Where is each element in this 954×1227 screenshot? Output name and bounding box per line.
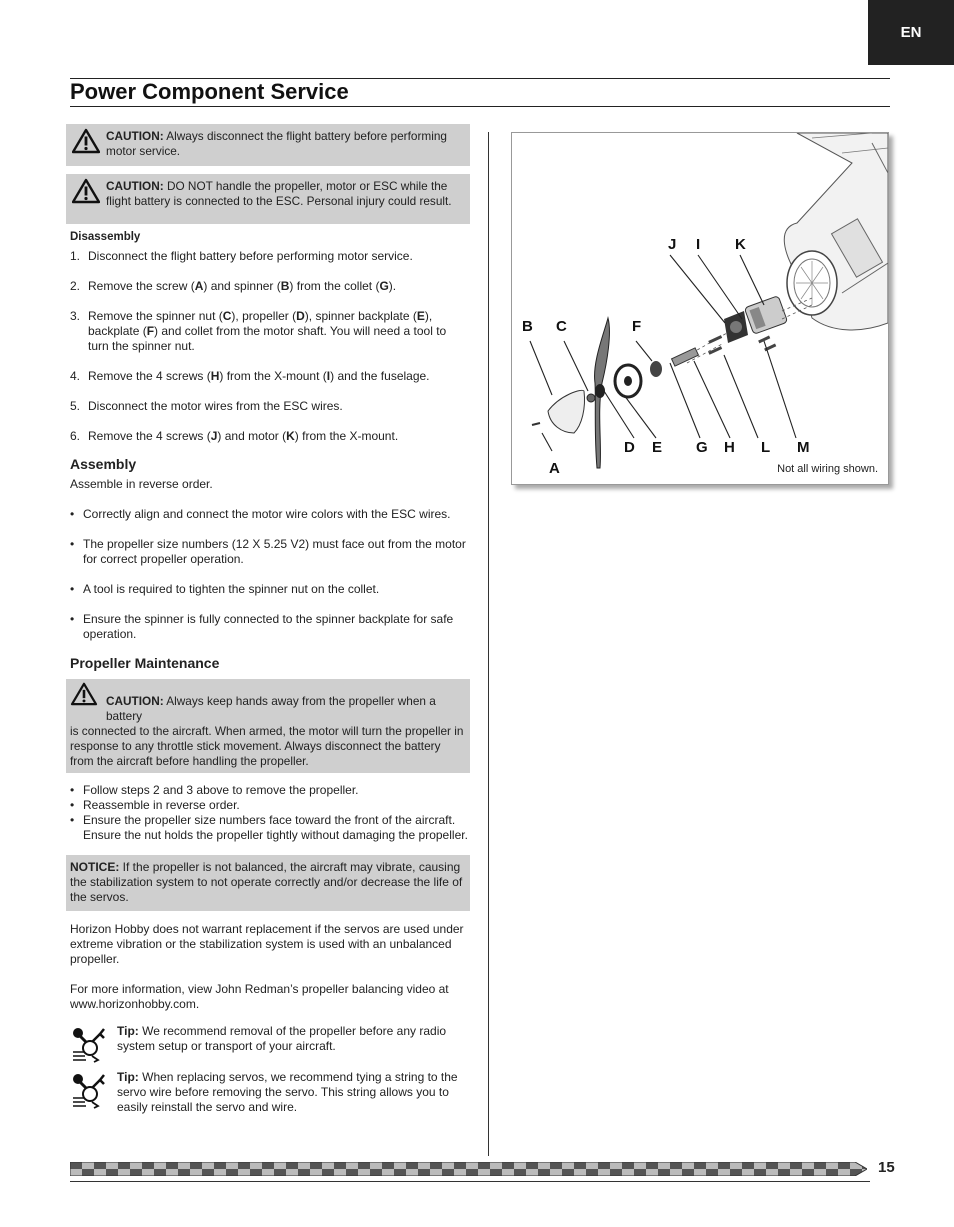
- disassembly-step: [70, 249, 470, 264]
- language-tab: EN: [868, 0, 954, 65]
- assembly-heading: Assembly: [70, 456, 137, 472]
- notice-label: NOTICE:: [70, 860, 120, 874]
- label-G: G: [696, 439, 708, 456]
- caution-text: DO NOT handle the propeller, motor or ESC while the flight battery is connected to the ESC. Personal injury could result.: [106, 179, 452, 208]
- bullet-text: Correctly align and connect the motor wire colors with the ESC wires.: [83, 507, 451, 521]
- step-text: Remove the 4 screws (: [88, 369, 211, 383]
- label-D: D: [624, 439, 635, 456]
- bullet-dot: •: [70, 813, 75, 827]
- tip-text: When replacing servos, we recommend tying a string to the servo wire before removing the servo. This string allows you to easily reinstall the servo and wire.: [117, 1070, 458, 1114]
- wrench-screwdriver-bulb-icon: [70, 1072, 110, 1110]
- part-letter: D: [296, 309, 305, 323]
- step-text: ) and spinner (: [203, 279, 281, 293]
- caution-text: Always disconnect the flight battery before performing motor service.: [106, 129, 447, 158]
- bullet-dot: •: [70, 582, 75, 596]
- label-C: C: [556, 318, 567, 335]
- assembly-bullets: [70, 507, 470, 642]
- caution-box-1: [66, 124, 470, 166]
- label-A: A: [549, 460, 560, 477]
- part-letter: J: [210, 429, 218, 443]
- page-title: Power Component Service: [70, 79, 349, 104]
- part-letter: H: [210, 369, 220, 383]
- disassembly-heading: Disassembly: [70, 231, 141, 243]
- bullet-item: [70, 507, 470, 522]
- caution-box-2: [66, 174, 470, 224]
- propeller-maintenance-bullets: [70, 783, 470, 843]
- bullet-text: A tool is required to tighten the spinner nut on the collet.: [83, 582, 380, 596]
- tip-1: [66, 1024, 470, 1054]
- disassembly-step: [70, 279, 470, 294]
- propeller-maintenance-heading: Propeller Maintenance: [70, 655, 220, 671]
- bullet-item: [70, 537, 470, 567]
- step-number: 4.: [70, 369, 81, 383]
- caution-box-3: [66, 679, 470, 773]
- warning-icon: [70, 682, 98, 706]
- step-text: ) and collet from the motor shaft. You will need a tool to turn the spinner nut.: [88, 324, 447, 353]
- footer-rule: [70, 1181, 870, 1182]
- caution-text-rest: is connected to the aircraft. When armed, the motor will turn the propeller in response to any throttle stick movement. Always disconnect the battery from the aircraft before handling the propeller.: [70, 724, 464, 768]
- disassembly-step: [70, 399, 470, 414]
- step-number: 1.: [70, 249, 81, 263]
- label-E: E: [652, 439, 663, 456]
- step-number: 5.: [70, 399, 81, 413]
- disassembly-step: [70, 429, 470, 444]
- step-text: ), backplate (: [88, 309, 433, 338]
- step-text: ), propeller (: [231, 309, 297, 323]
- disassembly-steps: [70, 249, 470, 444]
- disassembly-step: [70, 309, 470, 354]
- step-number: 3.: [70, 309, 81, 323]
- caution-label: CAUTION:: [106, 179, 164, 193]
- bullet-text: The propeller size numbers (12 X 5.25 V2) must face out from the motor for correct propeller operation.: [83, 537, 466, 566]
- tip-2: [66, 1070, 470, 1115]
- bullet-dot: •: [70, 537, 75, 551]
- label-L: L: [761, 439, 771, 456]
- label-M: M: [797, 439, 810, 456]
- warranty-paragraph: Horizon Hobby does not warrant replacement if the servos are used under extreme vibration or the stabilization system is used with an unbalanced propeller.: [70, 922, 464, 966]
- label-K: K: [735, 236, 746, 253]
- page-number: 15: [878, 1159, 895, 1176]
- checkered-footer-bar: [70, 1162, 867, 1176]
- title-rule-bottom: [70, 106, 890, 107]
- step-text: ).: [388, 279, 397, 293]
- step-number: 6.: [70, 429, 81, 443]
- caution-text-first: Always keep hands away from the propeller when a battery: [106, 694, 436, 723]
- part-letter: E: [416, 309, 425, 323]
- part-letter: C: [222, 309, 232, 323]
- disassembly-step: [70, 369, 470, 384]
- bullet-dot: •: [70, 798, 75, 812]
- motor-exploded-diagram: [511, 132, 889, 485]
- part-letter: F: [146, 324, 155, 338]
- step-text: Disconnect the flight battery before performing motor service.: [88, 249, 413, 263]
- label-F: F: [632, 318, 642, 335]
- bullet-text: Ensure the propeller size numbers face toward the front of the aircraft. Ensure the nut holds the propeller tightly without damaging the propeller.: [83, 813, 468, 842]
- step-text: ), spinner backplate (: [304, 309, 417, 323]
- bullet-dot: •: [70, 783, 75, 797]
- step-text: Remove the spinner nut (: [88, 309, 223, 323]
- step-number: 2.: [70, 279, 81, 293]
- caution-label: CAUTION:: [106, 129, 164, 143]
- warning-icon: [72, 178, 100, 204]
- warning-icon: [72, 128, 100, 154]
- bullet-item: [70, 582, 470, 597]
- tip-label: Tip:: [117, 1024, 139, 1038]
- part-letter: G: [379, 279, 389, 293]
- label-B: B: [522, 318, 533, 335]
- bullet-text: Reassemble in reverse order.: [83, 798, 240, 812]
- exploded-view-illustration: [512, 133, 888, 484]
- notice-box: [66, 855, 470, 911]
- step-text: ) from the X-mount.: [294, 429, 399, 443]
- bullet-item: [70, 612, 470, 642]
- tip-text: We recommend removal of the propeller before any radio system setup or transport of your aircraft.: [117, 1024, 447, 1053]
- part-letter: B: [280, 279, 290, 293]
- left-column: [66, 124, 470, 1115]
- column-divider: [488, 132, 489, 1156]
- bullet-text: Follow steps 2 and 3 above to remove the propeller.: [83, 783, 359, 797]
- tip-label: Tip:: [117, 1070, 139, 1084]
- caution-label: CAUTION:: [106, 694, 164, 708]
- more-info-paragraph: For more information, view John Redman’s propeller balancing video at www.horizonhobby.com.: [70, 982, 449, 1011]
- part-letter: A: [194, 279, 204, 293]
- step-text: ) and the fuselage.: [330, 369, 430, 383]
- bullet-item: [70, 783, 470, 798]
- assembly-intro: Assemble in reverse order.: [70, 477, 213, 491]
- bullet-item: [70, 813, 470, 843]
- part-letter: K: [286, 429, 295, 443]
- wiring-note: Not all wiring shown.: [777, 463, 878, 475]
- notice-text: If the propeller is not balanced, the aircraft may vibrate, causing the stabilization system to not operate correctly and/or decrease the life of the servos.: [70, 860, 463, 904]
- step-text: Remove the 4 screws (: [88, 429, 211, 443]
- bullet-dot: •: [70, 507, 75, 521]
- step-text: Remove the screw (: [88, 279, 195, 293]
- step-text: ) from the collet (: [289, 279, 380, 293]
- step-text: ) from the X-mount (: [219, 369, 327, 383]
- bullet-text: Ensure the spinner is fully connected to the spinner backplate for safe operation.: [83, 612, 454, 641]
- step-text: ) and motor (: [217, 429, 287, 443]
- label-I: I: [696, 236, 701, 253]
- bullet-item: [70, 798, 470, 813]
- step-text: Disconnect the motor wires from the ESC wires.: [88, 399, 343, 413]
- bullet-dot: •: [70, 612, 75, 626]
- label-J: J: [668, 236, 677, 253]
- label-H: H: [724, 439, 735, 456]
- part-letter: I: [326, 369, 331, 383]
- wrench-screwdriver-bulb-icon: [70, 1026, 110, 1064]
